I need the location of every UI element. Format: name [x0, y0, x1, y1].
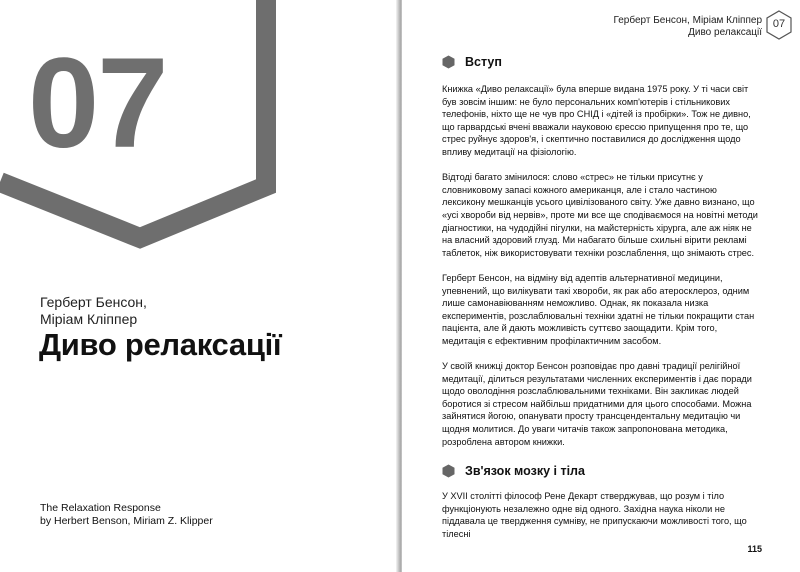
running-head-authors: Герберт Бенсон, Міріам Кліппер	[613, 15, 762, 26]
author-line-2: Міріам Кліппер	[40, 311, 138, 327]
paragraph: Книжка «Диво релаксації» була вперше видана 1975 року. У ті часи світ був зовсім іншим: не було персональних комп'ютерів і стільникових телефонів, ніхто ще не чув про СНІД і «дітей із пробірки». Тож не дивно, що гарвардські вчені вважали науковою єрессю припущення про те, що стрес руйнує здоров'я, і скептично поставилися до дослідження щодо впливу медитації на фізіологію.	[442, 84, 751, 157]
chapter-number: 07	[28, 32, 167, 175]
authors	[40, 294, 147, 328]
hexagon-bullet-icon	[442, 464, 455, 478]
paragraph: У XVII столітті філософ Рене Декарт стверджував, що розум і тіло функціонують незалежно одне від одного. Західна наука ніколи не піддавала це твердження сумніву, не припускаючи можливості того, що тілесні	[442, 491, 747, 539]
section-heading-mind-body	[442, 464, 585, 478]
intro-body	[442, 83, 762, 461]
left-page	[0, 0, 398, 572]
section-title-mind-body: Зв'язок мозку і тіла	[465, 464, 585, 478]
section-heading-intro	[442, 55, 502, 69]
original-edition	[40, 502, 213, 528]
page-number: 115	[747, 544, 762, 554]
paragraph: Відтоді багато змінилося: слово «стрес» не тільки присутнє у словниковому запасі кожного американця, але і стало частиною лексикону мешканців усього цивілізованого світу. Уже давно визнано, що «усі хвороби від нервів», проте ми все ще сподіваємося на новітні методи діагностики, на чудодійні пігулки, на майстерність хірурга, але аж ніяк не на власний здоровий глузд. Ми набагато більше схильні вірити рекламі таблеток, ніж використовувати техніки розслаблення, що знімають стрес.	[442, 172, 758, 258]
original-authors: by Herbert Benson, Miriam Z. Klipper	[40, 515, 213, 527]
original-title: The Relaxation Response	[40, 502, 161, 514]
running-head-badge	[766, 10, 792, 40]
paragraph: Герберт Бенсон, на відміну від адептів альтернативної медицини, упевнений, що вилікувати такі хвороби, як рак або атеросклероз, одним лише самонавіюванням неможливо. Однак, як показала низка експериментів, розслаблювальні техніки здатні не тільки покращити стан пацієнта, але й дають можливість суттєво заощадити. Крім того, медитація є ефективним профілактичним засобом.	[442, 272, 755, 346]
hexagon-bullet-icon	[442, 55, 455, 69]
right-page	[402, 0, 800, 572]
author-line-1: Герберт Бенсон,	[40, 294, 147, 310]
book-title: Диво релаксації	[39, 327, 282, 362]
section-title-intro: Вступ	[465, 55, 502, 69]
running-head-title: Диво релаксації	[688, 27, 762, 38]
mind-body-body	[442, 490, 762, 553]
running-head-number: 07	[772, 18, 786, 30]
running-head	[613, 15, 762, 39]
paragraph: У своїй книжці доктор Бенсон розповідає про давні традиції релігійної медитації, ділиться результатами численних експериментів і дає поради щодо оволодіння розслаблювальними техніками. Він закликає людей боротися зі стресом найбільш придатними для цього способами. Можна зайнятися йогою, опанувати просту трансцендентальну медитацію чи щодня молитися. До уваги читачів також запропонована методика, розроблена автором книжки.	[442, 361, 752, 447]
